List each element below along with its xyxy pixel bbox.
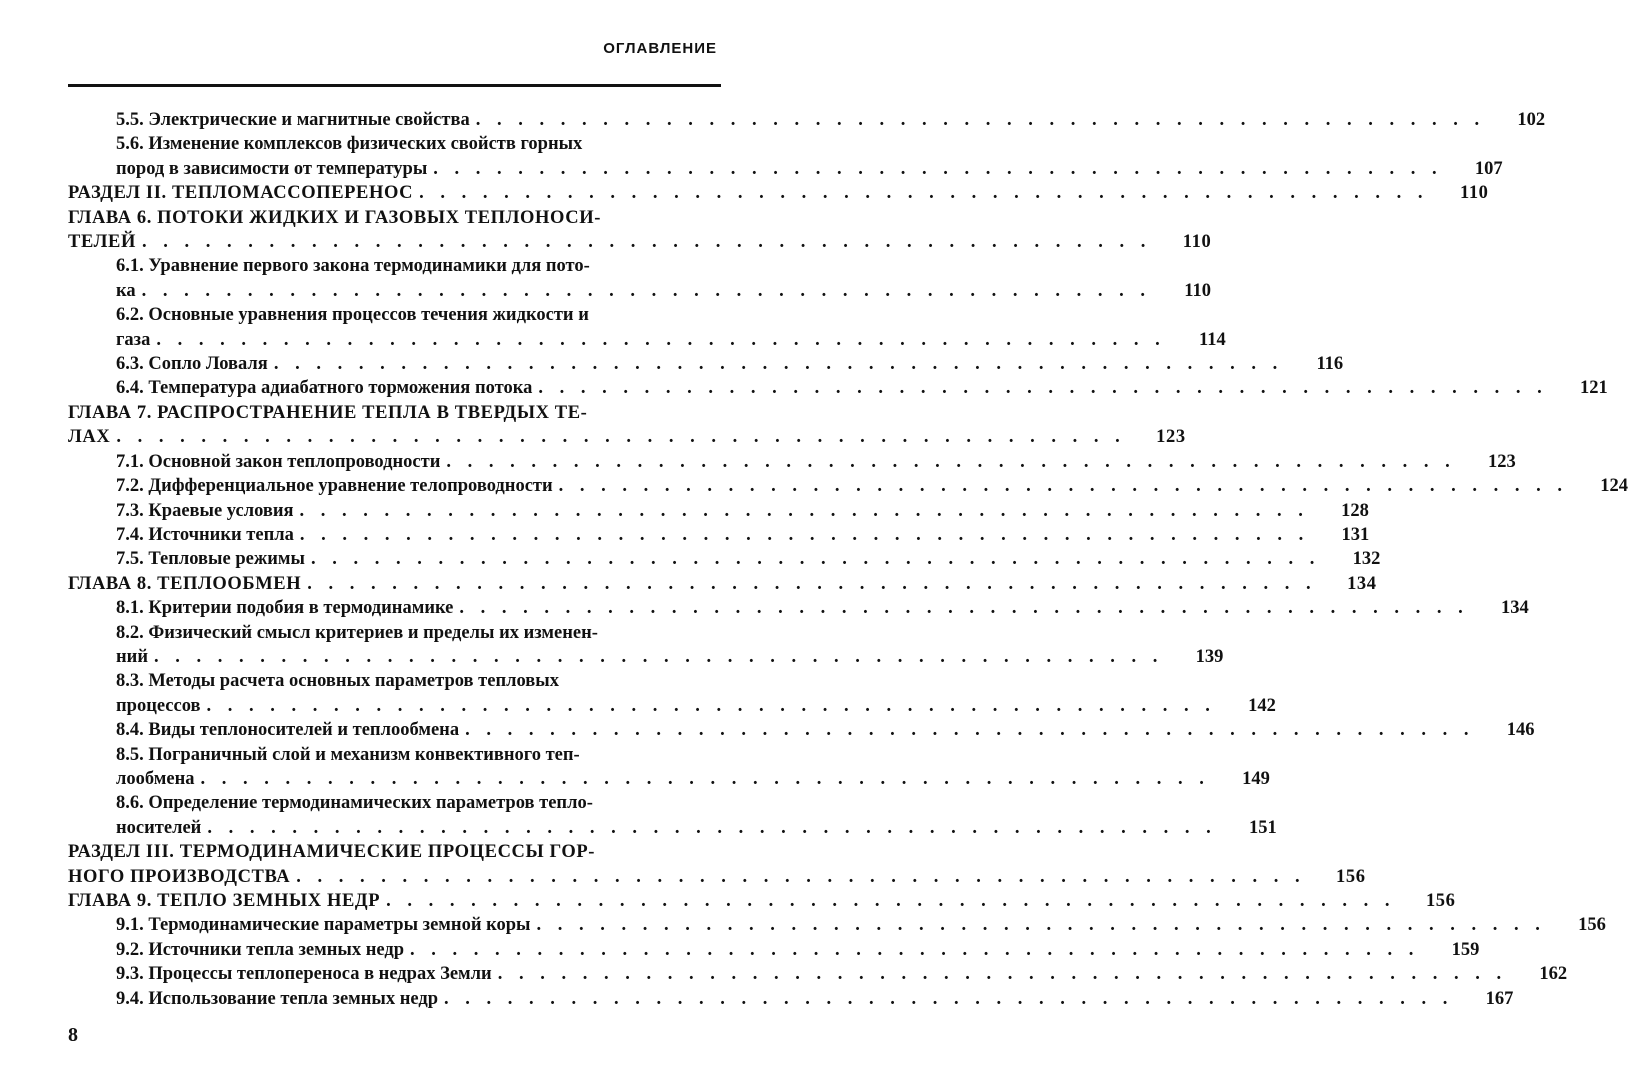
- toc-page-number: 156: [1336, 866, 1366, 887]
- toc-entry-line: [68, 889, 1456, 913]
- toc-entry-title: 5.5. Электрические и магнитные свойства: [116, 110, 470, 130]
- toc-entry-title: РАЗДЕЛ III. ТЕРМОДИНАМИЧЕСКИЕ ПРОЦЕССЫ ГОР-: [68, 842, 596, 863]
- toc-page-number: 156: [1425, 891, 1456, 911]
- toc-section-entry: [68, 621, 1224, 670]
- toc-section-entry: [68, 499, 1369, 523]
- toc-entry-title: РАЗДЕЛ II. ТЕПЛОМАССОПЕРЕНОС: [68, 183, 414, 204]
- toc-section-entry: [68, 987, 1514, 1011]
- toc-entry-line: [68, 840, 721, 864]
- toc-section-entry: [68, 352, 1344, 376]
- dot-leader: . . . . . . . . . . . . . . . . . . . . . . . . . . . . . . . . . . . . . . . . . . . . . . . .: [419, 183, 1429, 204]
- toc-section-entry: [68, 791, 1277, 840]
- toc-section-entry: [68, 523, 1370, 547]
- toc-section-entry: [68, 450, 1516, 474]
- dot-leader: . . . . . . . . . . . . . . . . . . . . . . . . . . . . . . . . . . . . . . . . . . . . . . . .: [141, 232, 1152, 253]
- toc-page-number: 110: [1182, 232, 1212, 253]
- toc-entry-line: [68, 865, 1366, 889]
- toc-entry-title: 8.2. Физический смысл критериев и пределы их изменен-: [116, 622, 598, 643]
- toc-entry-line: [116, 694, 1276, 718]
- dot-leader: . . . . . . . . . . . . . . . . . . . . . . . . . . . . . . . . . . . . . . . . . . . . . . . .: [497, 964, 1508, 985]
- toc-page-number: 123: [1488, 451, 1516, 472]
- toc-entry-title: лообмена: [116, 768, 195, 789]
- dot-leader: . . . . . . . . . . . . . . . . . . . . . . . . . . . . . . . . . . . . . . . . . . . . . . . .: [386, 891, 1396, 911]
- toc-entry-title: пород в зависимости от температуры: [116, 158, 428, 179]
- toc-page-number: 110: [1459, 183, 1489, 204]
- toc-entry-title: 7.5. Тепловые режимы: [116, 549, 305, 570]
- toc-entry-line: [116, 718, 1535, 742]
- dot-leader: . . . . . . . . . . . . . . . . . . . . . . . . . . . . . . . . . . . . . . . . . . . . . . . .: [116, 427, 1126, 448]
- toc-entry-line: [116, 743, 721, 767]
- running-title: ОГЛАВЛЕНИЕ: [603, 40, 717, 57]
- dot-leader: . . . . . . . . . . . . . . . . . . . . . . . . . . . . . . . . . . . . . . . . . . . . . . . .: [459, 598, 1469, 619]
- toc-entry-title: 6.2. Основные уравнения процессов течения жидкости и: [116, 305, 589, 326]
- toc-entry-line: [68, 401, 721, 425]
- toc-entry-line: [116, 474, 1628, 498]
- toc-page-number: 114: [1198, 329, 1226, 350]
- toc-entry-line: [68, 206, 721, 230]
- toc-chapter-entry: [68, 840, 1366, 889]
- toc-section-entry: [68, 303, 1226, 352]
- toc-entry-line: [68, 572, 1377, 596]
- dot-leader: . . . . . . . . . . . . . . . . . . . . . . . . . . . . . . . . . . . . . . . . . . . . . . . .: [296, 866, 1306, 887]
- toc-section-entry: [68, 547, 1381, 571]
- toc-entry-title: 7.3. Краевые условия: [116, 500, 294, 521]
- toc-page-number: 149: [1242, 768, 1270, 789]
- toc-entry-title: 9.3. Процессы теплопереноса в недрах Земли: [116, 964, 492, 985]
- dot-leader: . . . . . . . . . . . . . . . . . . . . . . . . . . . . . . . . . . . . . . . . . . . . . . . .: [475, 110, 1486, 130]
- toc-section-entry: [68, 474, 1628, 498]
- toc-entry-line: [116, 767, 1270, 791]
- toc-entry-title: ка: [116, 280, 136, 301]
- dot-leader: . . . . . . . . . . . . . . . . . . . . . . . . . . . . . . . . . . . . . . . . . . . . . . . .: [446, 451, 1456, 472]
- toc-section-entry: [68, 718, 1535, 742]
- toc-entry-line: [116, 328, 1226, 352]
- dot-leader: . . . . . . . . . . . . . . . . . . . . . . . . . . . . . . . . . . . . . . . . . . . . . . . .: [156, 329, 1166, 350]
- toc-entry-line: [116, 669, 721, 693]
- toc-entry-title: 7.1. Основной закон теплопроводности: [116, 451, 441, 472]
- toc-chapter-entry: [68, 889, 1456, 913]
- header-rule: [68, 84, 721, 87]
- toc-entry-line: [116, 254, 721, 278]
- toc-page-number: 116: [1316, 354, 1344, 375]
- toc-entry-title: 8.1. Критерии подобия в термодинамике: [116, 598, 454, 619]
- toc-chapter-entry: [68, 181, 1489, 205]
- toc-section-entry: [68, 376, 1608, 400]
- toc-entry-title: ний: [116, 646, 148, 667]
- dot-leader: . . . . . . . . . . . . . . . . . . . . . . . . . . . . . . . . . . . . . . . . . . . . . . . .: [410, 939, 1420, 960]
- dot-leader: . . . . . . . . . . . . . . . . . . . . . . . . . . . . . . . . . . . . . . . . . . . . . . . .: [465, 720, 1475, 741]
- toc-entry-line: [116, 132, 721, 156]
- toc-entry-title: 8.4. Виды теплоносителей и теплообмена: [116, 720, 460, 741]
- toc-section-entry: [68, 596, 1529, 620]
- toc-entry-line: [116, 279, 1212, 303]
- toc-page-number: 142: [1248, 695, 1276, 716]
- toc-section-entry: [68, 108, 1546, 132]
- toc-entry-title: 9.2. Источники тепла земных недр: [116, 939, 404, 960]
- toc-page-number: 151: [1248, 817, 1277, 838]
- toc-page-number: 123: [1156, 427, 1186, 448]
- toc-entry-line: [116, 352, 1344, 376]
- page-number: 8: [68, 1024, 78, 1046]
- toc-entry-title: 8.5. Пограничный слой и механизм конвективного теп-: [116, 744, 580, 765]
- dot-leader: . . . . . . . . . . . . . . . . . . . . . . . . . . . . . . . . . . . . . . . . . . . . . . . .: [141, 280, 1152, 301]
- toc-chapter-entry: [68, 572, 1377, 596]
- toc-section-entry: [68, 962, 1568, 986]
- toc-entry-title: 8.3. Методы расчета основных параметров тепловых: [116, 671, 559, 692]
- dot-leader: . . . . . . . . . . . . . . . . . . . . . . . . . . . . . . . . . . . . . . . . . . . . . . . .: [299, 524, 1310, 545]
- toc-entry-title: ГЛАВА 6. ПОТОКИ ЖИДКИХ И ГАЗОВЫХ ТЕПЛОНОСИ-: [68, 207, 601, 228]
- toc-page-number: 162: [1539, 964, 1568, 985]
- toc-entry-title: ГЛАВА 7. РАСПРОСТРАНЕНИЕ ТЕПЛА В ТВЕРДЫХ ТЕ-: [68, 402, 588, 423]
- toc-entry-line: [68, 425, 1186, 449]
- toc-entry-line: [116, 376, 1608, 400]
- toc-chapter-entry: [68, 206, 1212, 255]
- toc-entry-title: 7.4. Источники тепла: [116, 524, 294, 545]
- toc-entry-line: [116, 499, 1369, 523]
- dot-leader: . . . . . . . . . . . . . . . . . . . . . . . . . . . . . . . . . . . . . . . . . . . . . . . .: [273, 354, 1284, 375]
- toc-entry-title: 6.4. Температура адиабатного торможения потока: [116, 378, 533, 399]
- dot-leader: . . . . . . . . . . . . . . . . . . . . . . . . . . . . . . . . . . . . . . . . . . . . . . . .: [200, 768, 1210, 789]
- toc-entry-line: [116, 987, 1514, 1011]
- toc-entry-title: 7.2. Дифференциальное уравнение телопроводности: [116, 476, 553, 497]
- toc-page-number: 134: [1347, 573, 1377, 594]
- toc-page-number: 128: [1341, 500, 1369, 521]
- toc-entry-title: 8.6. Определение термодинамических параметров тепло-: [116, 793, 593, 814]
- toc-entry-line: [116, 547, 1381, 571]
- toc-page-number: 102: [1517, 110, 1546, 130]
- toc-entry-title: ТЕЛЕЙ: [68, 232, 136, 253]
- toc-section-entry: [68, 254, 1212, 303]
- toc-entry-title: 9.4. Использование тепла земных недр: [116, 988, 439, 1009]
- toc-page-number: 167: [1485, 988, 1514, 1009]
- toc-entry-title: ГЛАВА 9. ТЕПЛО ЗЕМНЫХ НЕДР: [68, 891, 381, 911]
- toc-entry-line: [116, 645, 1224, 669]
- dot-leader: . . . . . . . . . . . . . . . . . . . . . . . . . . . . . . . . . . . . . . . . . . . . . . . .: [433, 158, 1443, 179]
- toc-entry-line: [116, 303, 721, 327]
- dot-leader: . . . . . . . . . . . . . . . . . . . . . . . . . . . . . . . . . . . . . . . . . . . . . . . .: [299, 500, 1309, 521]
- toc-section-entry: [68, 938, 1480, 962]
- toc-section-entry: [68, 913, 1606, 937]
- toc-page-number: 156: [1578, 915, 1606, 936]
- table-of-contents: [68, 108, 1628, 1011]
- toc-page-number: 107: [1474, 158, 1503, 179]
- toc-entry-title: 5.6. Изменение комплексов физических свойств горных: [116, 134, 583, 155]
- toc-entry-title: ГЛАВА 8. ТЕПЛООБМЕН: [68, 573, 302, 594]
- toc-entry-line: [68, 181, 1489, 205]
- dot-leader: . . . . . . . . . . . . . . . . . . . . . . . . . . . . . . . . . . . . . . . . . . . . . . . .: [444, 988, 1454, 1009]
- toc-entry-line: [116, 108, 1546, 132]
- toc-page-number: 159: [1451, 939, 1480, 960]
- dot-leader: . . . . . . . . . . . . . . . . . . . . . . . . . . . . . . . . . . . . . . . . . . . . . . . .: [536, 915, 1546, 936]
- toc-page-number: 110: [1184, 280, 1212, 301]
- toc-entry-title: 6.3. Сопло Ловаля: [116, 354, 268, 375]
- toc-entry-title: носителей: [116, 817, 202, 838]
- dot-leader: . . . . . . . . . . . . . . . . . . . . . . . . . . . . . . . . . . . . . . . . . . . . . . . .: [310, 549, 1321, 570]
- toc-entry-line: [116, 450, 1516, 474]
- dot-leader: . . . . . . . . . . . . . . . . . . . . . . . . . . . . . . . . . . . . . . . . . . . . . . . .: [206, 695, 1216, 716]
- dot-leader: . . . . . . . . . . . . . . . . . . . . . . . . . . . . . . . . . . . . . . . . . . . . . . . .: [558, 476, 1569, 497]
- toc-page-number: 124: [1600, 476, 1628, 497]
- toc-entry-title: 9.1. Термодинамические параметры земной коры: [116, 915, 531, 936]
- toc-page-number: 132: [1352, 549, 1381, 570]
- toc-entry-title: процессов: [116, 695, 201, 716]
- toc-entry-title: 6.1. Уравнение первого закона термодинамики для пото-: [116, 256, 590, 277]
- toc-entry-line: [68, 230, 1212, 254]
- dot-leader: . . . . . . . . . . . . . . . . . . . . . . . . . . . . . . . . . . . . . . . . . . . . . . . .: [307, 573, 1317, 594]
- toc-section-entry: [68, 743, 1270, 792]
- toc-page-number: 139: [1195, 646, 1224, 667]
- toc-entry-line: [116, 791, 721, 815]
- toc-entry-title: газа: [116, 329, 151, 350]
- toc-entry-title: НОГО ПРОИЗВОДСТВА: [68, 866, 291, 887]
- dot-leader: . . . . . . . . . . . . . . . . . . . . . . . . . . . . . . . . . . . . . . . . . . . . . . . .: [153, 646, 1164, 667]
- toc-section-entry: [68, 132, 1503, 181]
- toc-entry-line: [116, 938, 1480, 962]
- toc-entry-title: ЛАХ: [68, 427, 111, 448]
- toc-entry-line: [116, 816, 1277, 840]
- toc-page-number: 121: [1579, 378, 1608, 399]
- dot-leader: . . . . . . . . . . . . . . . . . . . . . . . . . . . . . . . . . . . . . . . . . . . . . . . .: [207, 817, 1217, 838]
- toc-entry-line: [116, 913, 1606, 937]
- toc-entry-line: [116, 596, 1529, 620]
- toc-entry-line: [116, 157, 1503, 181]
- toc-chapter-entry: [68, 401, 1186, 450]
- toc-entry-line: [116, 621, 721, 645]
- toc-entry-line: [116, 523, 1370, 547]
- dot-leader: . . . . . . . . . . . . . . . . . . . . . . . . . . . . . . . . . . . . . . . . . . . . . . . .: [538, 378, 1548, 399]
- toc-page-number: 131: [1341, 524, 1370, 545]
- toc-section-entry: [68, 669, 1276, 718]
- toc-entry-line: [116, 962, 1568, 986]
- toc-page-number: 134: [1501, 598, 1529, 619]
- toc-page-number: 146: [1506, 720, 1535, 741]
